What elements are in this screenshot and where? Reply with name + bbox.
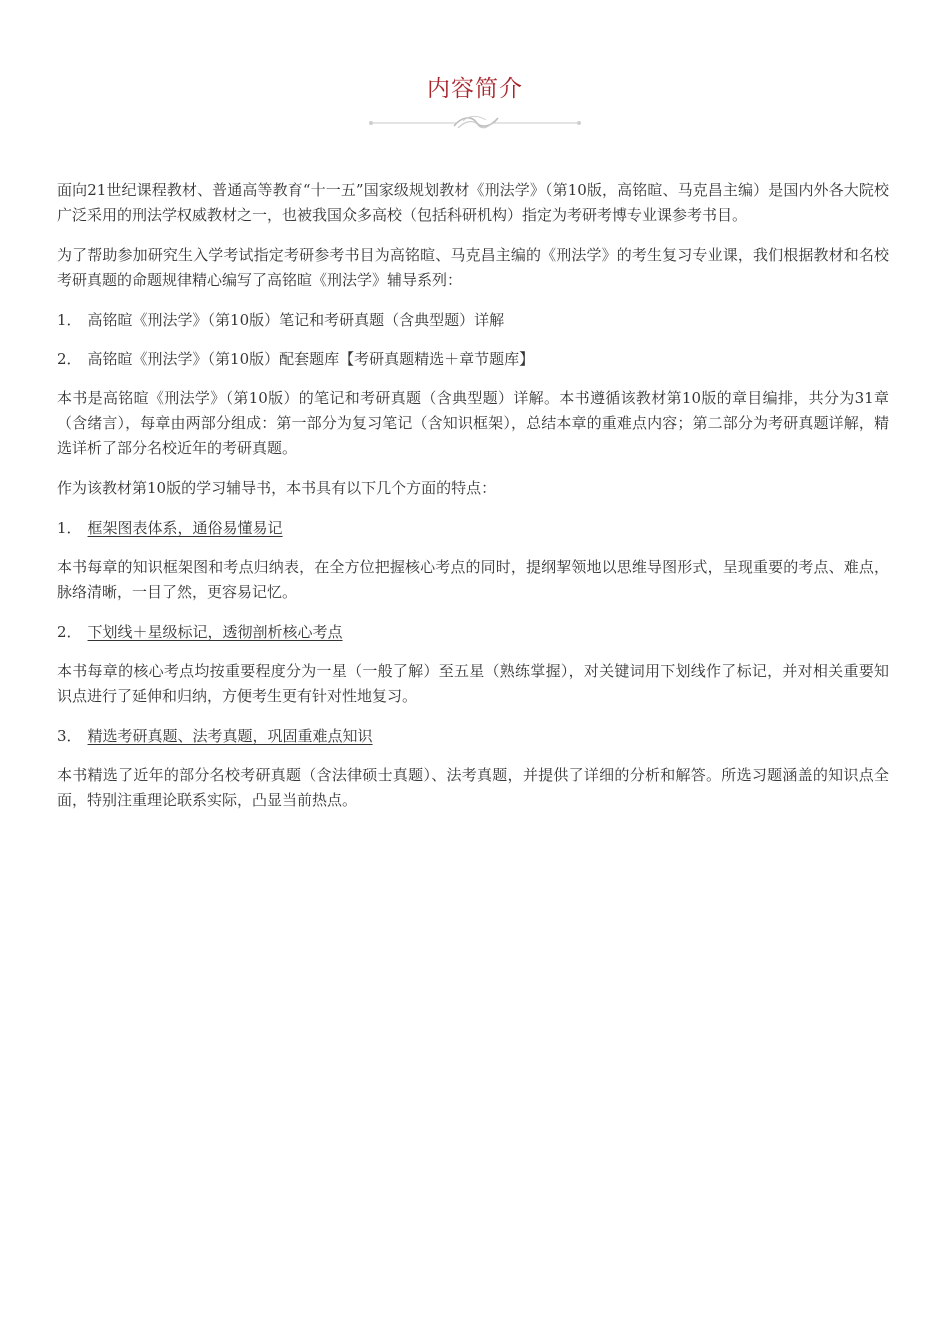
feature-heading xyxy=(57,620,889,645)
series-item-text: 高铭暄《刑法学》（第10版）笔记和考研真题（含典型题）详解 xyxy=(87,311,505,329)
list-number: 3． xyxy=(57,727,82,745)
feature-title: 下划线＋星级标记，透彻剖析核心考点 xyxy=(87,623,343,641)
feature-heading xyxy=(57,516,889,541)
series-item-text: 高铭暄《刑法学》（第10版）配套题库【考研真题精选＋章节题库】 xyxy=(87,350,535,368)
about-paragraph: 本书是高铭暄《刑法学》（第10版）的笔记和考研真题（含典型题）详解。本书遵循该教材第10版的章目编排，共分为31章（含绪言），每章由两部分组成：第一部分为复习笔记（含知识框架），总结本章的重难点内容；第二部分为考研真题详解，精选详析了部分名校近年的考研真题。 xyxy=(57,389,889,457)
series-list-item xyxy=(57,308,889,333)
intro-paragraph: 面向21世纪课程教材、普通高等教育“十一五”国家级规划教材《刑法学》（第10版，高铭暄、马克昌主编）是国内外各大院校广泛采用的刑法学权威教材之一，也被我国众多高校（包括科研机构）指定为考研考博专业课参考书目。 xyxy=(57,181,889,224)
decorative-divider-flourish-icon xyxy=(368,112,582,134)
list-number: 1． xyxy=(57,311,82,329)
feature-body: 本书每章的知识框架图和考点归纳表，在全方位把握核心考点的同时，提纲挈领地以思维导图形式，呈现重要的考点、难点，脉络清晰，一目了然，更容易记忆。 xyxy=(57,558,889,601)
features-intro-paragraph: 作为该教材第10版的学习辅导书，本书具有以下几个方面的特点： xyxy=(57,479,497,497)
feature-title: 框架图表体系，通俗易懂易记 xyxy=(87,519,283,537)
page-title: 内容简介 xyxy=(427,76,523,102)
feature-heading xyxy=(57,724,889,749)
feature-body: 本书每章的核心考点均按重要程度分为一星（一般了解）至五星（熟练掌握），对关键词用下划线作了标记，并对相关重要知识点进行了延伸和归纳，方便考生更有针对性地复习。 xyxy=(57,662,889,705)
feature-body: 本书精选了近年的部分名校考研真题（含法律硕士真题）、法考真题，并提供了详细的分析和解答。所选习题涵盖的知识点全面，特别注重理论联系实际，凸显当前热点。 xyxy=(57,766,889,809)
list-number: 2． xyxy=(57,350,82,368)
intro-paragraph: 为了帮助参加研究生入学考试指定考研参考书目为高铭暄、马克昌主编的《刑法学》的考生复习专业课，我们根据教材和名校考研真题的命题规律精心编写了高铭暄《刑法学》辅导系列： xyxy=(57,246,889,289)
list-number: 1． xyxy=(57,519,82,537)
feature-title: 精选考研真题、法考真题，巩固重难点知识 xyxy=(87,727,373,745)
series-list-item xyxy=(57,347,889,372)
list-number: 2． xyxy=(57,623,82,641)
intro-body xyxy=(57,178,889,828)
